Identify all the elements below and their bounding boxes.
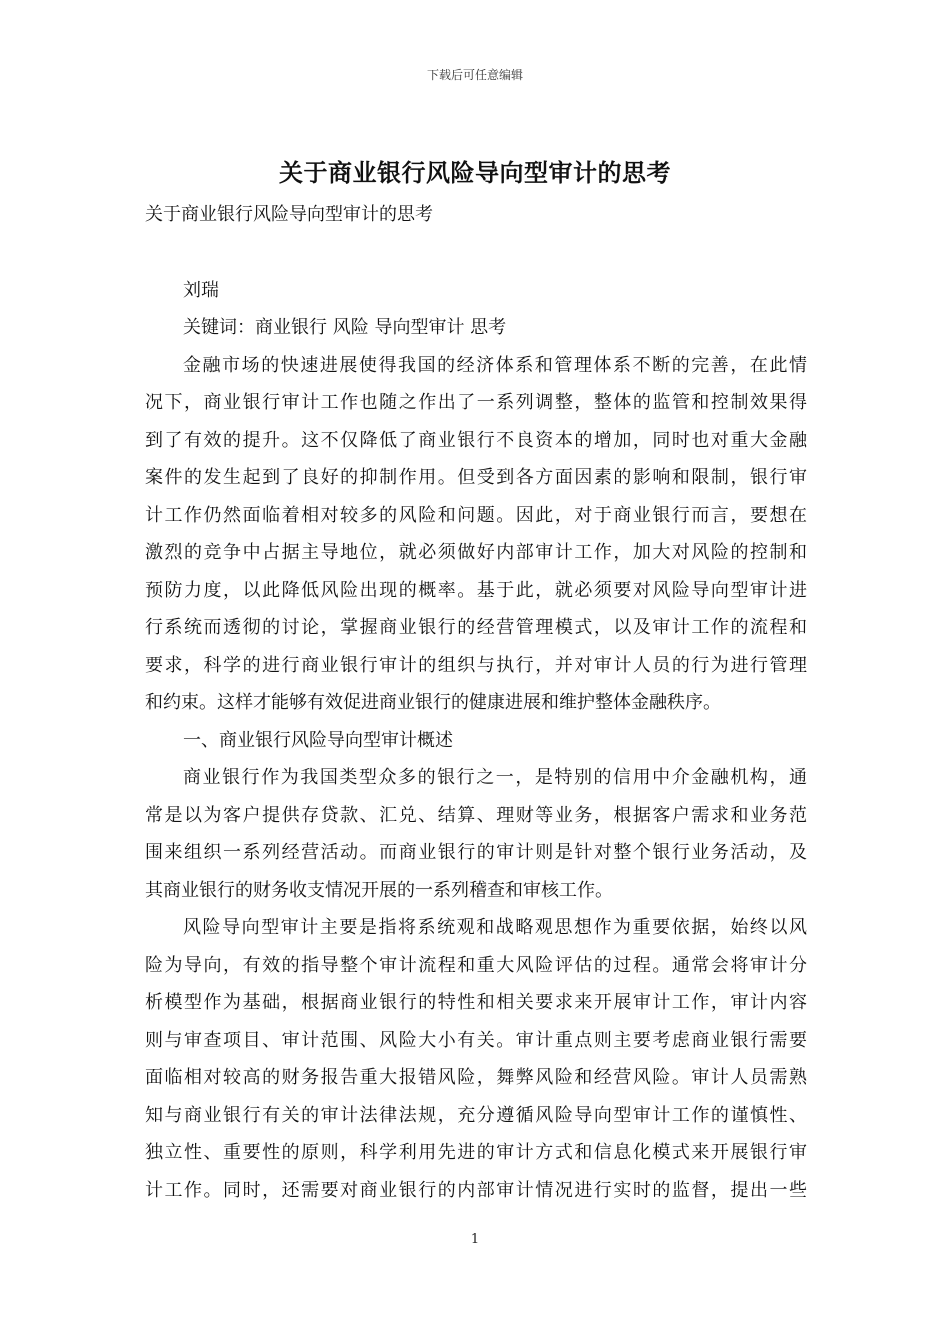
paragraph-line: 计工作仍然面临着相对较多的风险和问题。因此，对于商业银行而言，要想在 [145,504,807,526]
paragraph-line: 围来组织一系列经营活动。而商业银行的审计则是针对整个银行业务活动，及 [145,842,807,863]
paragraph-line: 要求，科学的进行商业银行审计的组织与执行，并对审计人员的行为进行管理 [145,654,807,676]
paragraph-line: 风险导向型审计主要是指将系统观和战略观思想作为重要依据，始终以风 [183,917,807,938]
paragraph-1 [145,347,807,722]
paragraph-line: 案件的发生起到了良好的抑制作用。但受到各方面因素的影响和限制，银行审 [145,467,807,488]
paragraph-line: 析模型作为基础，根据商业银行的特性和相关要求来开展审计工作，审计内容 [145,992,807,1013]
author: 刘瑞 [183,279,219,301]
header-note: 下载后可任意编辑 [426,68,523,82]
paragraph-line: 金融市场的快速进展使得我国的经济体系和管理体系不断的完善，在此情 [183,354,807,376]
page-number: 1 [470,1232,480,1247]
paragraph-line: 激烈的竞争中占据主导地位，就必须做好内部审计工作，加大对风险的控制和 [145,542,807,563]
paragraph-line: 计工作。同时，还需要对商业银行的内部审计情况进行实时的监督，提出一些 [145,1179,807,1201]
paragraph-3 [145,909,807,1209]
paragraph-line: 行系统而透彻的讨论，掌握商业银行的经营管理模式，以及审计工作的流程和 [145,617,807,638]
paragraph-line: 独立性、重要性的原则，科学利用先进的审计方式和信息化模式来开展银行审 [145,1142,807,1163]
paragraph-line: 则与审查项目、审计范围、风险大小有关。审计重点则主要考虑商业银行需要 [145,1029,807,1051]
paragraph-line: 商业银行作为我国类型众多的银行之一，是特别的信用中介金融机构，通 [183,767,807,788]
paragraph-line: 预防力度，以此降低风险出现的概率。基于此，就必须要对风险导向型审计进 [145,579,807,601]
paragraph-line: 和约束。这样才能够有效促进商业银行的健康进展和维护整体金融秩序。 [145,692,721,713]
paragraph-line: 知与商业银行有关的审计法律法规，充分遵循风险导向型审计工作的谨慎性、 [145,1104,807,1126]
spacer [145,234,807,272]
paragraph-line: 险为导向，有效的指导整个审计流程和重大风险评估的过程。通常会将审计分 [145,954,807,976]
paragraph-line: 面临相对较高的财务报告重大报错风险，舞弊风险和经营风险。审计人员需熟 [145,1067,807,1088]
subtitle: 关于商业银行风险导向型审计的思考 [145,204,433,225]
document-title: 关于商业银行风险导向型审计的思考 [279,159,671,187]
section-heading: 一、商业银行风险导向型审计概述 [183,729,453,751]
document-body [145,196,807,1209]
paragraph-line: 其商业银行的财务收支情况开展的一系列稽查和审核工作。 [145,879,613,901]
paragraph-line: 常是以为客户提供存贷款、汇兑、结算、理财等业务，根据客户需求和业务范 [145,804,807,826]
paragraph-2 [145,759,807,909]
paragraph-line: 到了有效的提升。这不仅降低了商业银行不良资本的增加，同时也对重大金融 [145,429,807,451]
keywords: 关键词：商业银行 风险 导向型审计 思考 [183,317,507,338]
paragraph-line: 况下，商业银行审计工作也随之作出了一系列调整，整体的监管和控制效果得 [145,392,807,413]
